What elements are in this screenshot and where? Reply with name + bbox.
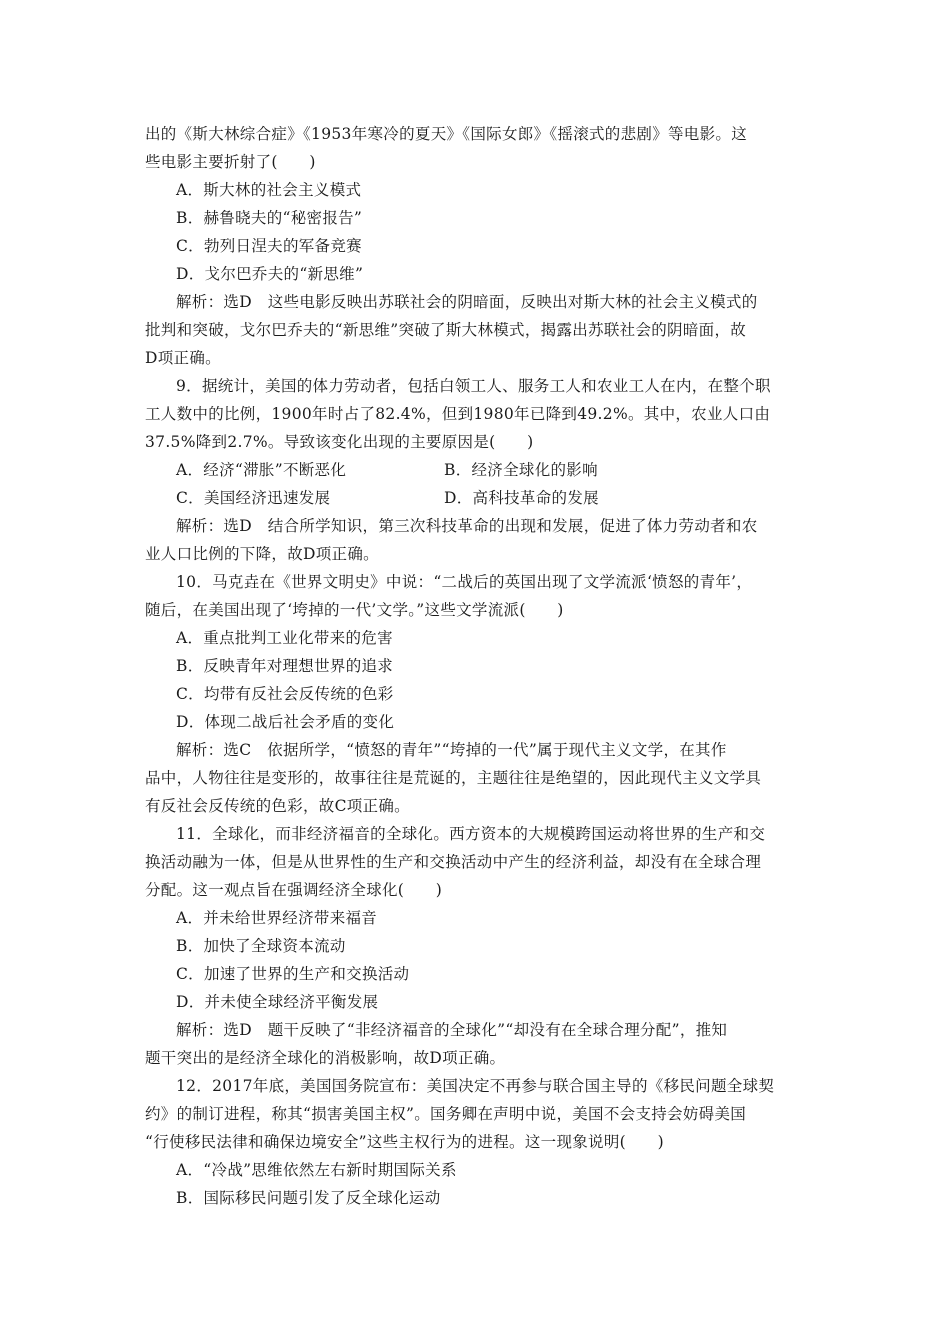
analysis-line: 解析：选C 依据所学，“愤怒的青年”“垮掉的一代”属于现代主义文学，在其作 (176, 741, 727, 759)
text-line: 出的《斯大林综合症》《1953年寒冷的夏天》《国际女郎》《摇滚式的悲剧》等电影。这 (145, 125, 747, 143)
text-line: 些电影主要折射了( ) (145, 153, 316, 171)
option-row (176, 486, 599, 508)
option-line: D．戈尔巴乔夫的“新思维” (176, 265, 364, 283)
option-line: A．斯大林的社会主义模式 (176, 181, 362, 199)
option-line: B．赫鲁晓夫的“秘密报告” (176, 209, 363, 227)
question-line: 工人数中的比例，1900年时占了82.4%，但到1980年已降到49.2%。其中，农业人口由 (145, 405, 771, 423)
analysis-line: 业人口比例的下降，故D项正确。 (145, 545, 379, 563)
question-line: 约》的制订进程，称其“损害美国主权”。国务卿在声明中说，美国不会支持会妨碍美国 (145, 1105, 747, 1123)
option-line: C．美国经济迅速发展 (176, 489, 331, 507)
question-line: 9．据统计，美国的体力劳动者，包括白领工人、服务工人和农业工人在内，在整个职 (176, 377, 771, 395)
analysis-line: D项正确。 (145, 349, 221, 367)
option-row (176, 458, 598, 480)
option-line: B．国际移民问题引发了反全球化运动 (176, 1189, 441, 1207)
analysis-line: 有反社会反传统的色彩，故C项正确。 (145, 797, 410, 815)
option-line: B．经济全球化的影响 (444, 461, 598, 479)
option-line: D．高科技革命的发展 (444, 489, 599, 507)
option-line: A．“冷战”思维依然左右新时期国际关系 (176, 1161, 457, 1179)
question-line: 随后，在美国出现了‘垮掉的一代’文学。”这些文学流派( ) (145, 601, 564, 619)
question-line: 换活动融为一体，但是从世界性的生产和交换活动中产生的经济利益，却没有在全球合理 (145, 853, 762, 871)
analysis-line: 解析：选D 这些电影反映出苏联社会的阴暗面，反映出对斯大林的社会主义模式的 (176, 293, 758, 311)
option-line: C．均带有反社会反传统的色彩 (176, 685, 394, 703)
option-line: C．加速了世界的生产和交换活动 (176, 965, 410, 983)
analysis-line: 批判和突破，戈尔巴乔夫的“新思维”突破了斯大林模式，揭露出苏联社会的阴暗面，故 (145, 321, 747, 339)
analysis-line: 题干突出的是经济全球化的消极影响，故D项正确。 (145, 1049, 506, 1067)
option-line: B．加快了全球资本流动 (176, 937, 346, 955)
option-line: A．重点批判工业化带来的危害 (176, 629, 393, 647)
analysis-line: 解析：选D 题干反映了“非经济福音的全球化”“却没有在全球合理分配”，推知 (176, 1021, 728, 1039)
option-line: D．体现二战后社会矛盾的变化 (176, 713, 395, 731)
question-line: 12．2017年底，美国国务院宣布：美国决定不再参与联合国主导的《移民问题全球契 (176, 1077, 775, 1095)
question-line: “行使移民法律和确保边境安全”这些主权行为的进程。这一现象说明( ) (145, 1133, 664, 1151)
analysis-line: 解析：选D 结合所学知识，第三次科技革命的出现和发展，促进了体力劳动者和农 (176, 517, 758, 535)
question-line: 11．全球化，而非经济福音的全球化。西方资本的大规模跨国运动将世界的生产和交 (176, 825, 766, 843)
option-line: B．反映青年对理想世界的追求 (176, 657, 394, 675)
question-line: 37.5%降到2.7%。导致该变化出现的主要原因是( ) (145, 433, 534, 451)
option-line: C．勃列日涅夫的军备竞赛 (176, 237, 362, 255)
question-line: 10．马克垚在《世界文明史》中说：“二战后的英国出现了文学流派‘愤怒的青年’， (176, 573, 753, 591)
option-line: A．并未给世界经济带来福音 (176, 909, 378, 927)
option-line: D．并未使全球经济平衡发展 (176, 993, 379, 1011)
question-line: 分配。这一观点旨在强调经济全球化( ) (145, 881, 443, 899)
option-line: A．经济“滞胀”不断恶化 (176, 461, 347, 479)
analysis-line: 品中，人物往往是变形的，故事往往是荒诞的，主题往往是绝望的，因此现代主义文学具 (145, 769, 762, 787)
